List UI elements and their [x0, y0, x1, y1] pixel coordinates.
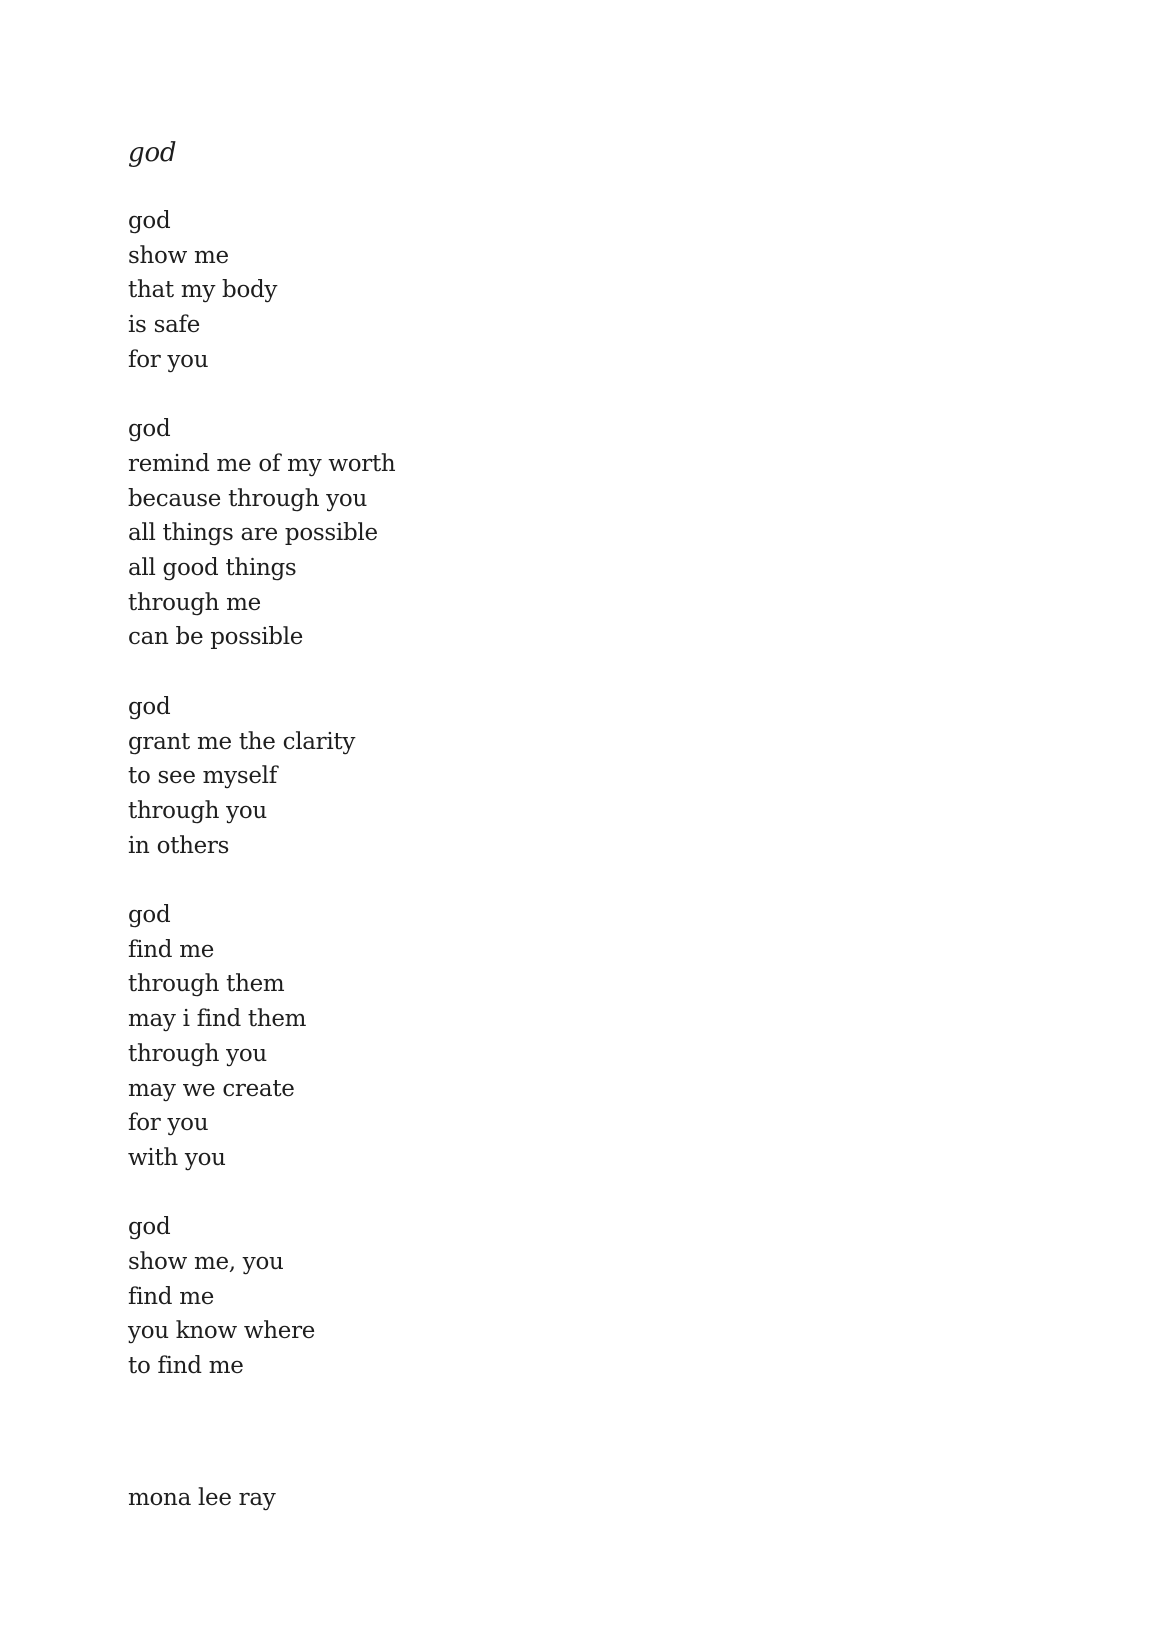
- poem-line: grant me the clarity: [128, 728, 356, 755]
- poem-line: can be possible: [128, 624, 304, 651]
- poem-line: you know where: [128, 1318, 316, 1345]
- poem-line: all things are possible: [128, 520, 378, 547]
- poem-line: god: [128, 902, 171, 929]
- stanza-3: [128, 690, 395, 864]
- poem-line: because through you: [128, 485, 367, 512]
- poem-line: god: [128, 416, 171, 443]
- poem-line: show me, you: [128, 1249, 284, 1276]
- poem-line: for you: [128, 346, 209, 373]
- poem-line: god: [128, 208, 171, 234]
- poem-line: to find me: [128, 1353, 244, 1380]
- poem-line: that my body: [128, 277, 278, 304]
- poem-line: may we create: [128, 1075, 295, 1102]
- stanza-1: [128, 204, 395, 378]
- poem-line: remind me of my worth: [128, 450, 396, 477]
- poem-line: through you: [128, 1040, 267, 1067]
- poem-line: through you: [128, 797, 267, 824]
- poem-author: mona lee ray: [128, 1485, 276, 1511]
- poem-line: through them: [128, 971, 285, 998]
- poem-line: all good things: [128, 555, 297, 582]
- poem-line: find me: [128, 936, 215, 963]
- stanza-2: [128, 412, 395, 655]
- poem-line: with you: [128, 1144, 226, 1171]
- poem-line: find me: [128, 1283, 215, 1310]
- poem-line: god: [128, 693, 171, 720]
- stanza-4: [128, 898, 395, 1176]
- poem-line: show me: [128, 242, 229, 269]
- poem-title: god: [128, 138, 177, 168]
- poem-line: is safe: [128, 312, 201, 339]
- poem-line: through me: [128, 589, 261, 616]
- poem-line: in others: [128, 832, 230, 859]
- poem-line: to see myself: [128, 763, 277, 790]
- stanza-5: [128, 1210, 395, 1384]
- poem-line: for you: [128, 1110, 209, 1137]
- poem-line: may i find them: [128, 1006, 307, 1033]
- poem-body: [128, 204, 395, 1419]
- poem-line: god: [128, 1214, 171, 1241]
